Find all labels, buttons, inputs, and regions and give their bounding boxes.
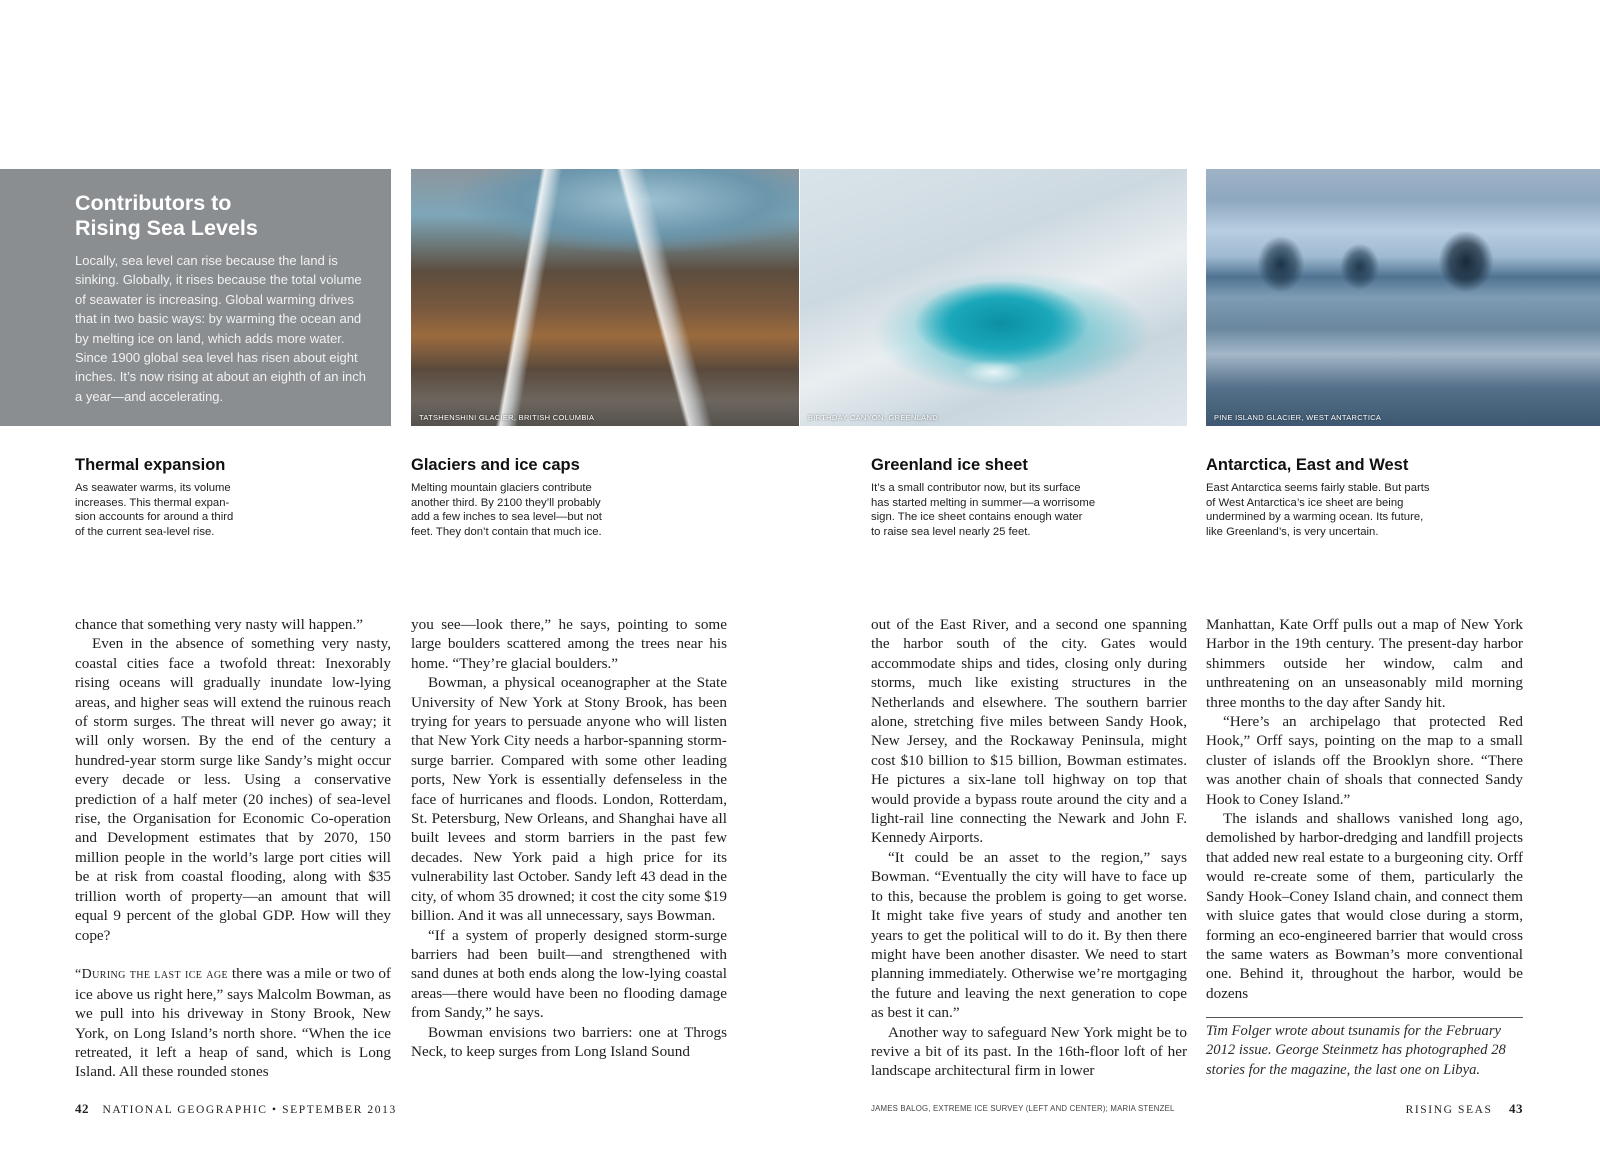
- paragraph: Bowman envisions two barriers: one at Throgs Neck, to keep surges from Long Island Sound: [411, 1023, 727, 1060]
- page-number-right: 43: [1509, 1101, 1523, 1116]
- paragraph-text: there was a mile or two of ice above us right here,” says Malcolm Bowman, as we pull into his driveway in Stony Brook, New York, on Long Island’s north shore. “When the ice retreated, it left a heap of sand, which is Long Island. All these rounded stones: [75, 965, 391, 1081]
- section-paragraph: [75, 964, 391, 1081]
- paragraph: “Here’s an archipelago that protected Red Hook,” Orff says, pointing on the map to a small cluster of islands off the Brooklyn shore. “There was another chain of shoals that connected Sandy Hook to Coney Island.”: [1206, 713, 1523, 808]
- magazine-issue: NATIONAL GEOGRAPHIC • SEPTEMBER 2013: [102, 1104, 397, 1116]
- paragraph: Another way to safeguard New York might be to revive a bit of its past. In the 16th-floor loft of her landscape architectural firm in lower: [871, 1023, 1187, 1080]
- paragraph: out of the East River, and a second one spanning the harbor south of the city. Gates would accommodate ships and tides, closing only during storms, much like existing structures in the Netherlands and elsewhere. The southern barrier alone, stretching five miles between Sandy Hook, New Jersey, and the Rockaway Peninsula, might cost $10 billion to $15 billion, Bowman estimates. He pictures a six-lane toll highway on top that would provide a bypass route around the city and a light-rail line connecting the Newark and John F. Kennedy Airports.: [871, 616, 1187, 847]
- sidebar-panel: [0, 169, 391, 426]
- paragraph: chance that something very nasty will happen.”: [75, 616, 364, 633]
- photo-credit: JAMES BALOG, EXTREME ICE SURVEY (LEFT AND CENTER); MARIA STENZEL: [871, 1104, 1175, 1113]
- footer-right: [1406, 1101, 1523, 1117]
- antarctic-glacier-photo: [1206, 169, 1600, 426]
- sidebar-body: Locally, sea level can rise because the land is sinking. Globally, it rises because the total volume of seawater is increasing. Global warming drives that in two basic ways: by warming the ocean and by melting ice on land, which adds more water. Since 1900 global sea level has risen about eight inches. It’s now rising at about an eighth of an inch a year—and accelerating.: [75, 253, 367, 404]
- caption-antarctica: [1206, 455, 1536, 539]
- paragraph: “If a system of properly designed storm-surge barriers had been built—and strengthened with sand dunes at both ends along the low-lying coastal areas—there would have been no flooding damage from Sandy,” he says.: [411, 926, 727, 1022]
- caption-title: Antarctica, East and West: [1206, 456, 1409, 474]
- page-number-left: 42: [75, 1101, 89, 1116]
- paragraph: Even in the absence of something very nasty, coastal cities face a twofold threat: Inexorably rising oceans will gradually inundate low-lying areas, and higher seas will extend the ruinous reach of storm surges. The threat will never go away; it will only worsen. By the end of the century a hundred-year storm surge like Sandy’s might occur every decade or less. Using a conservative prediction of a half meter (20 inches) of sea-level rise, the Organisation for Economic Co-operation and Development estimates that by 2070, 150 million people in the world’s large port cities will be at risk from coastal flooding, along with $35 trillion worth of property—an amount that will equal 9 percent of the global GDP. How will they cope?: [75, 635, 391, 944]
- body-column-3: [871, 615, 1187, 1081]
- photo-location-label: TATSHENSHINI GLACIER, BRITISH COLUMBIA: [419, 413, 595, 422]
- bio-divider: [1206, 1017, 1523, 1018]
- section-lead-in: “During the last ice age: [75, 967, 229, 983]
- caption-text: Melting mountain glaciers contribute another third. By 2100 they’ll probably add a few inches to sea level—but not feet. They don’t contain that much ice.: [411, 482, 602, 538]
- body-column-4: [1206, 615, 1523, 1003]
- paragraph: “It could be an asset to the region,” says Bowman. “Eventually the city will have to face up to this, because the problem is going to get worse. It might take five years of study and another ten years to get the political will to do it. By then there might have been another disaster. We need to start planning immediately. Otherwise we’re mortgaging the future and leaving the next generation to cope as best it can.”: [871, 848, 1187, 1022]
- paragraph: The islands and shallows vanished long ago, demolished by harbor-dredging and landfill projects that added new real estate to a burgeoning city. Orff would re-create some of them, particularly the Sandy Hook–Coney Island chain, and connect them with sluice gates that would close during a storm, forming an eco-engineered barrier that would cross the same waters as Bowman’s more conventional one. Behind it, throughout the harbor, would be dozens: [1206, 810, 1523, 1002]
- paragraph: Manhattan, Kate Orff pulls out a map of New York Harbor in the 19th century. The present-day harbor shimmers outside her window, calm and unthreatening on an unseasonably mild morning three months to the day after Sandy hit.: [1206, 616, 1523, 711]
- caption-title: Greenland ice sheet: [871, 456, 1028, 474]
- body-column-1: [75, 615, 391, 1082]
- caption-text: As seawater warms, its volume increases. This thermal expan- sion accounts for around a third of the current sea-level rise.: [75, 482, 234, 538]
- body-column-2: [411, 615, 727, 1061]
- caption-text: East Antarctica seems fairly stable. But parts of West Antarctica’s ice sheet are being undermined by a warming ocean. Its future, like Greenland’s, is very uncertain.: [1206, 482, 1430, 538]
- photo-location-label: BIRTHDAY CANYON, GREENLAND: [808, 413, 938, 422]
- caption-title: Glaciers and ice caps: [411, 456, 580, 474]
- caption-title: Thermal expansion: [75, 456, 226, 474]
- paragraph: Bowman, a physical oceanographer at the State University of New York at Stony Brook, has been trying for years to persuade anyone who will listen that New York City needs a harbor-spanning storm-surge barrier. Compared with some other leading ports, New York is essentially defenseless in the face of hurricanes and floods. London, Rotterdam, St. Petersburg, New Orleans, and Shanghai have all built levees and storm barriers in the past few decades. New York paid a high price for its vulnerability last October. Sandy left 43 dead in the city, of whom 35 drowned; it cost the city some $19 billion. And it was all unnecessary, says Bowman.: [411, 674, 727, 925]
- paragraph: you see—look there,” he says, pointing to some large boulders scattered among the trees near his home. “They’re glacial boulders.”: [411, 616, 727, 672]
- story-title: RISING SEAS: [1405, 1104, 1493, 1116]
- footer-left: [75, 1101, 397, 1117]
- caption-text: It’s a small contributor now, but its surface has started melting in summer—a worrisome sign. The ice sheet contains enough water to raise sea level nearly 25 feet.: [871, 482, 1096, 538]
- sidebar-title: Contributors to Rising Sea Levels: [75, 191, 258, 240]
- contributor-bio: Tim Folger wrote about tsunamis for the February 2012 issue. George Steinmetz has photographed 28 stories for the magazine, the last one on Libya.: [1206, 1023, 1506, 1078]
- glacier-waterfall-photo: [411, 169, 799, 426]
- caption-thermal-expansion: [75, 455, 375, 539]
- caption-greenland: [871, 455, 1201, 539]
- photo-location-label: PINE ISLAND GLACIER, WEST ANTARCTICA: [1214, 413, 1382, 422]
- greenland-canyon-photo: [800, 169, 1187, 426]
- caption-glaciers: [411, 455, 741, 539]
